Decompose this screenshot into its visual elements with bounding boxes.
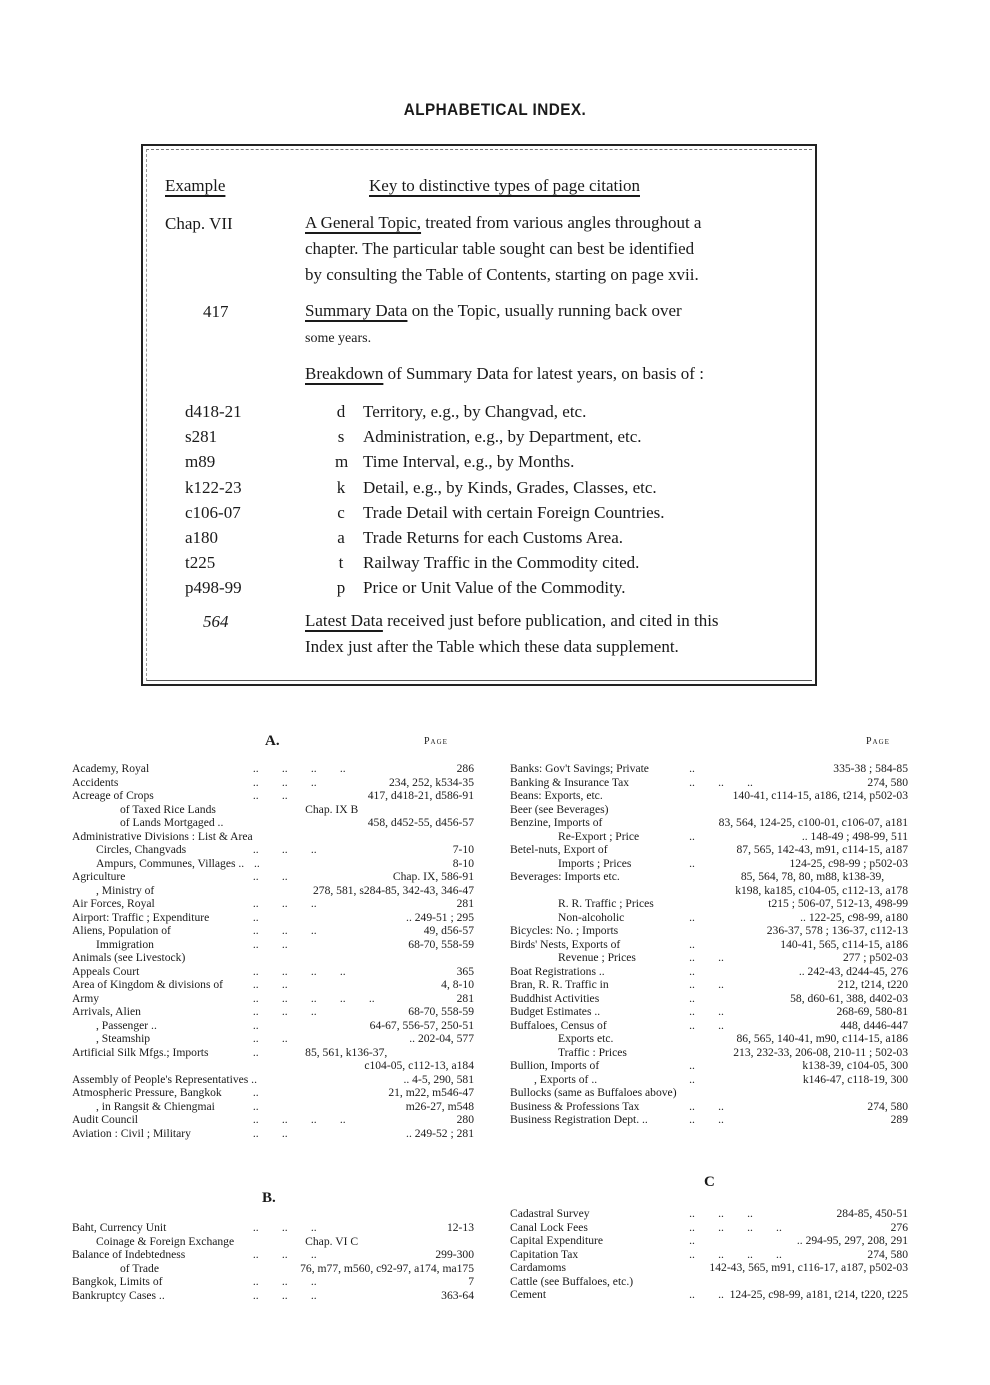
page-column-header-left: Page	[424, 736, 448, 747]
key-code-description: Time Interval, e.g., by Months.	[363, 452, 575, 472]
index-term: Revenue ; Prices	[558, 951, 636, 964]
index-page-refs: 85, 564, 78, 80, m88, k138-39,	[740, 870, 885, 883]
index-term: Banking & Insurance Tax	[510, 775, 630, 789]
index-entry	[72, 789, 474, 803]
index-page-refs: 277 ; p502-03	[842, 951, 908, 964]
index-entry	[510, 816, 908, 830]
index-section-c	[510, 1207, 908, 1302]
index-page-refs: 284-85, 450-51	[836, 1207, 908, 1220]
index-term: Immigration	[96, 937, 154, 951]
index-term: Exports etc.	[558, 1032, 614, 1045]
index-entry	[72, 857, 474, 871]
leader-dots: .. ..	[252, 1032, 288, 1045]
leader-dots: .. .. ..	[252, 1275, 317, 1288]
leader-dots: ..	[252, 910, 259, 924]
index-entry	[72, 1127, 474, 1141]
index-term: Bicycles: No. ; Imports	[510, 924, 619, 937]
index-page-refs: Chap. VI C	[305, 1234, 359, 1248]
index-entry	[510, 924, 908, 938]
index-page-refs: 274, 580	[867, 1247, 908, 1261]
index-page-refs: 76, m77, m560, c92-97, a174, ma175	[300, 1261, 474, 1275]
leader-dots: .. .. .. ..	[689, 1247, 782, 1261]
index-entry	[510, 884, 908, 898]
index-page-refs: .. 242-43, d244-45, 276	[798, 964, 908, 978]
index-entry	[72, 1221, 474, 1235]
index-page-refs: 268-69, 580-81	[836, 1005, 908, 1018]
index-page-refs: 417, d418-21, d586-91	[367, 789, 474, 802]
leader-dots: ..	[689, 1072, 695, 1086]
index-entry	[510, 1234, 908, 1248]
index-entry	[510, 951, 908, 965]
index-term: Beverages: Imports etc.	[510, 870, 620, 883]
index-page-refs: 281	[456, 991, 474, 1005]
index-page-refs: 212, t214, t220	[837, 978, 908, 991]
key-code-example: t225	[185, 553, 216, 573]
index-entry	[510, 1032, 908, 1046]
index-page-refs: 8-10	[452, 856, 474, 870]
index-page-refs: t215 ; 506-07, 512-13, 498-99	[768, 897, 908, 910]
key-code-example: s281	[185, 427, 218, 447]
index-page-refs: .. 249-52 ; 281	[406, 1126, 474, 1140]
index-term: Animals (see Livestock)	[72, 951, 186, 964]
key-latest-line2: Index just after the Table which these data supplement.	[305, 637, 679, 656]
index-term: Buffaloes, Census of	[510, 1018, 607, 1032]
index-entry	[72, 1005, 474, 1019]
index-term: Administrative Divisions : List & Area	[72, 829, 253, 843]
key-summary-data	[305, 298, 805, 352]
index-term: Beer (see Beverages)	[510, 802, 609, 816]
index-term: Traffic : Prices	[558, 1045, 627, 1059]
index-page-refs: 85, 561, k136-37,	[305, 1045, 388, 1059]
index-term: Cattle (see Buffaloes, etc.)	[510, 1274, 634, 1288]
index-entry	[72, 897, 474, 911]
index-page-refs: 365	[456, 964, 474, 978]
leader-dots: ..	[252, 1018, 259, 1032]
index-page-refs: 12-13	[446, 1221, 474, 1234]
key-latest-line1: received just before publication, and cited in this	[382, 611, 719, 630]
index-page-refs: .. 294-95, 297, 208, 291	[796, 1234, 908, 1247]
index-page-refs: k138-39, c104-05, 300	[802, 1059, 908, 1072]
index-term: Capitation Tax	[510, 1247, 579, 1261]
leader-dots: ..	[252, 1045, 259, 1059]
index-term: Non-alcoholic	[558, 910, 625, 924]
index-entry	[510, 897, 908, 911]
index-entry	[72, 978, 474, 992]
index-entry	[510, 1288, 908, 1302]
index-entry	[72, 1046, 474, 1060]
leader-dots: .. .. ..	[689, 775, 753, 789]
index-page-refs: 7-10	[452, 843, 474, 856]
key-latest-data	[305, 608, 805, 660]
leader-dots: ..	[689, 991, 695, 1005]
key-code-example: p498-99	[185, 578, 242, 598]
index-entry	[72, 1059, 474, 1073]
leader-dots: .. ..	[252, 789, 288, 802]
leader-dots: .. .. .. ..	[252, 762, 346, 775]
index-entry	[510, 1275, 908, 1289]
index-term: Bangkok, Limits of	[72, 1275, 163, 1288]
index-entry	[72, 884, 474, 898]
key-code-description: Trade Returns for each Customs Area.	[363, 528, 623, 547]
key-code-letter: p	[336, 578, 346, 598]
index-page-refs: Chap. IX B	[305, 802, 359, 816]
leader-dots: .. .. ..	[252, 775, 317, 789]
index-term: Academy, Royal	[72, 762, 150, 775]
key-header-title: Key to distinctive types of page citation	[369, 176, 640, 195]
index-page-refs: 458, d452-55, d456-57	[367, 816, 474, 829]
key-code-letter: m	[335, 452, 349, 472]
index-term: Coinage & Foreign Exchange	[96, 1234, 235, 1248]
index-term: Aliens, Population of	[72, 924, 171, 937]
key-general-line2: chapter. The particular table sought can best be identified	[305, 239, 695, 258]
key-general-topic	[305, 210, 805, 288]
index-entry	[72, 843, 474, 857]
index-term: , Ministry of	[96, 883, 155, 897]
index-term: , Passenger ..	[96, 1018, 157, 1032]
index-page-refs: 213, 232-33, 206-08, 210-11 ; 502-03	[733, 1045, 908, 1059]
key-code-letter: d	[336, 402, 346, 421]
index-page-refs: c104-05, c112-13, a184	[364, 1059, 474, 1072]
index-term: Accidents	[72, 775, 119, 789]
index-entry	[510, 1248, 908, 1262]
index-page-refs: 68-70, 558-59	[408, 1005, 474, 1018]
index-entry	[72, 1275, 474, 1289]
key-summary-line1: on the Topic, usually running back over	[407, 301, 682, 320]
key-summary-line2: some years.	[305, 331, 372, 346]
index-term: Balance of Indebtedness	[72, 1248, 186, 1261]
key-code-letter: a	[337, 528, 345, 547]
index-term: Bankruptcy Cases ..	[72, 1288, 165, 1302]
index-page-refs: 124-25, c98-99 ; p502-03	[789, 856, 908, 870]
key-code-description: Administration, e.g., by Department, etc.	[363, 427, 642, 447]
index-page-refs: 58, d60-61, 388, d402-03	[790, 991, 908, 1005]
section-letter-a: A.	[265, 733, 280, 749]
index-entry	[72, 965, 474, 979]
index-entry	[72, 951, 474, 965]
index-term: of Lands Mortgaged ..	[120, 816, 224, 829]
key-code-example: c106-07	[185, 502, 241, 522]
leader-dots: ..	[689, 937, 695, 951]
leader-dots: ..	[689, 964, 695, 978]
key-general-line3: by consulting the Table of Contents, starting on page xvii.	[305, 265, 699, 284]
index-term: Air Forces, Royal	[72, 897, 155, 910]
index-term: of Taxed Rice Lands	[120, 802, 216, 816]
index-entry	[510, 1261, 908, 1275]
key-example-summary: 417	[203, 302, 229, 321]
key-code-description: Railway Traffic in the Commodity cited.	[363, 553, 640, 573]
index-term: Benzine, Imports of	[510, 816, 603, 829]
index-entry	[510, 911, 908, 925]
index-term: Buddhist Activities	[510, 991, 600, 1005]
index-page-refs: 7	[468, 1275, 474, 1288]
leader-dots: .. ..	[252, 978, 288, 991]
index-entry	[72, 1032, 474, 1046]
index-entry	[72, 992, 474, 1006]
key-code-letter: t	[338, 553, 344, 573]
index-entry	[510, 965, 908, 979]
index-term: Beans: Exports, etc.	[510, 789, 603, 802]
leader-dots: .. ..	[689, 1005, 724, 1018]
index-page-refs: 448, d446-447	[840, 1018, 908, 1032]
index-entry	[72, 776, 474, 790]
index-term: Area of Kingdom & divisions of	[72, 978, 224, 991]
index-term: Budget Estimates ..	[510, 1005, 601, 1018]
index-term: Baht, Currency Unit	[72, 1221, 167, 1234]
key-code-example: a180	[185, 528, 219, 547]
index-page-refs: 274, 580	[867, 775, 908, 789]
key-code-example: k122-23	[185, 477, 242, 497]
leader-dots: ..	[689, 1234, 695, 1247]
index-entry	[72, 1086, 474, 1100]
index-term: Atmospheric Pressure, Bangkok	[72, 1086, 222, 1099]
index-page-refs: m26-27, m548	[405, 1099, 474, 1113]
index-page-refs: 274, 580	[867, 1099, 908, 1113]
index-term: Appeals Court	[72, 964, 140, 978]
index-entry	[72, 816, 474, 830]
key-code-description: Detail, e.g., by Kinds, Grades, Classes, etc.	[363, 477, 657, 497]
leader-dots: ..	[689, 762, 695, 775]
index-term: Artificial Silk Mfgs.; Imports	[72, 1045, 209, 1059]
index-term: Imports ; Prices	[558, 856, 632, 870]
leader-dots: .. ..	[252, 1126, 288, 1140]
index-page-refs: 4, 8-10	[441, 978, 474, 991]
page-column-header-right: Page	[866, 736, 890, 747]
index-page-refs: 86, 565, 140-41, m90, c114-15, a186	[736, 1032, 908, 1045]
leader-dots: .. ..	[689, 1288, 724, 1301]
leader-dots: .. ..	[252, 870, 288, 883]
index-term: Bran, R. R. Traffic in	[510, 978, 609, 991]
index-entry	[510, 843, 908, 857]
citation-key-box	[141, 144, 817, 686]
index-entry	[72, 1113, 474, 1127]
index-entry	[72, 762, 474, 776]
index-term: Bullion, Imports of	[510, 1059, 600, 1072]
index-term: Assembly of People's Representatives ..	[72, 1072, 257, 1086]
key-general-label: A General Topic,	[305, 213, 422, 232]
index-term: of Trade	[120, 1261, 159, 1275]
index-entry	[72, 1235, 474, 1249]
index-entry	[510, 789, 908, 803]
index-page-refs: 286	[456, 762, 474, 775]
index-term: , Steamship	[96, 1032, 151, 1045]
index-term: Army	[72, 991, 100, 1005]
index-page-refs: 363-64	[441, 1288, 474, 1302]
leader-dots: ..	[254, 856, 260, 870]
index-page-refs: 140-41, c114-15, a186, t214, p502-03	[732, 789, 908, 802]
leader-dots: .. .. .. .. ..	[252, 991, 375, 1005]
index-page-refs: 49, d56-57	[423, 924, 474, 937]
index-entry	[510, 1221, 908, 1235]
index-section-b	[72, 1221, 474, 1302]
index-entry	[72, 1019, 474, 1033]
leader-dots: .. .. .. ..	[689, 1220, 782, 1234]
index-term: R. R. Traffic ; Prices	[558, 897, 654, 910]
index-term: Business Registration Dept. ..	[510, 1113, 648, 1126]
index-term: Acreage of Crops	[72, 789, 154, 802]
index-entry	[510, 1059, 908, 1073]
index-page-refs: 64-67, 556-57, 250-51	[369, 1018, 474, 1032]
index-term: Ampurs, Communes, Villages ..	[96, 856, 245, 870]
index-page-refs: .. 4-5, 290, 581	[403, 1072, 474, 1086]
index-term: Airport: Traffic ; Expenditure	[72, 910, 210, 924]
index-entry	[510, 1073, 908, 1087]
index-page-refs: .. 202-04, 577	[409, 1032, 474, 1045]
leader-dots: .. .. ..	[252, 1288, 317, 1302]
leader-dots: .. .. ..	[252, 897, 317, 910]
index-entry	[510, 1086, 908, 1100]
index-term: Re-Export ; Price	[558, 829, 640, 843]
index-entry	[510, 803, 908, 817]
leader-dots: .. .. ..	[252, 1248, 317, 1261]
key-summary-label: Summary Data	[305, 301, 408, 320]
leader-dots: ..	[689, 829, 695, 843]
index-term: Cardamoms	[510, 1261, 567, 1274]
key-code-example: m89	[185, 452, 216, 472]
index-entry	[72, 830, 474, 844]
index-entry	[72, 1100, 474, 1114]
index-page-refs: 299-300	[435, 1248, 474, 1261]
leader-dots: .. ..	[689, 951, 724, 964]
key-general-line1: treated from various angles throughout a	[421, 213, 702, 232]
index-term: Aviation : Civil ; Military	[72, 1126, 191, 1140]
leader-dots: .. ..	[689, 1113, 724, 1126]
leader-dots: .. ..	[689, 978, 724, 991]
index-page-refs: .. 249-51 ; 295	[406, 910, 474, 924]
index-term: Cement	[510, 1288, 547, 1301]
index-term: Arrivals, Alien	[72, 1005, 141, 1018]
key-breakdown-label: Breakdown	[305, 364, 384, 383]
key-code-description: Price or Unit Value of the Commodity.	[363, 578, 626, 598]
index-entry	[510, 1046, 908, 1060]
index-page-refs: 289	[890, 1113, 908, 1126]
index-entry	[510, 830, 908, 844]
index-page-refs: 276	[890, 1220, 908, 1234]
index-entry	[72, 1248, 474, 1262]
index-page-refs: k198, ka185, c104-05, c112-13, a178	[735, 883, 908, 897]
index-entry	[510, 857, 908, 871]
index-entry	[510, 762, 908, 776]
section-letter-c: C	[704, 1174, 715, 1190]
index-page-refs: 335-38 ; 584-85	[833, 762, 908, 775]
index-page-refs: 83, 564, 124-25, c100-01, c106-07, a181	[718, 816, 908, 829]
index-entry	[72, 1073, 474, 1087]
leader-dots: ..	[252, 1099, 259, 1113]
index-entry	[510, 1100, 908, 1114]
index-page-refs: 236-37, 578 ; 136-37, c112-13	[766, 924, 908, 937]
index-entry	[72, 938, 474, 952]
leader-dots: .. .. ..	[252, 1221, 317, 1234]
index-term: Bullocks (same as Buffaloes above)	[510, 1086, 677, 1099]
index-entry	[510, 992, 908, 1006]
key-code-description: Territory, e.g., by Changvad, etc.	[363, 402, 587, 421]
key-example-latest: 564	[203, 612, 229, 631]
index-term: Capital Expenditure	[510, 1234, 604, 1247]
index-term: , in Rangsit & Chiengmai	[96, 1099, 215, 1113]
index-section-a	[72, 762, 474, 1140]
leader-dots: ..	[689, 910, 695, 924]
page-title: ALPHABETICAL INDEX.	[403, 100, 587, 119]
leader-dots: .. .. ..	[252, 843, 317, 856]
leader-dots: .. ..	[689, 1099, 724, 1113]
index-section-b-continued	[510, 762, 908, 1127]
index-term: Agriculture	[72, 870, 126, 883]
index-page-refs: .. 122-25, c98-99, a180	[800, 910, 908, 924]
index-entry	[72, 1289, 474, 1303]
index-entry	[510, 1005, 908, 1019]
index-entry	[72, 870, 474, 884]
index-page-refs: 278, 581, s284-85, 342-43, 346-47	[312, 883, 474, 897]
leader-dots: ..	[689, 856, 695, 870]
index-term: Birds' Nests, Exports of	[510, 937, 621, 951]
index-page-refs: 281	[456, 897, 474, 910]
index-page-refs: Chap. IX, 586-91	[392, 870, 474, 883]
leader-dots: .. .. .. ..	[252, 1113, 346, 1126]
key-header-example: Example	[165, 176, 226, 195]
key-code-letter: k	[336, 477, 346, 497]
key-example-chapter: Chap. VII	[165, 214, 233, 233]
index-page-refs: 68-70, 558-59	[408, 937, 474, 951]
section-letter-b: B.	[262, 1190, 276, 1206]
key-breakdown-text: of Summary Data for latest years, on basis of :	[383, 364, 704, 383]
index-entry	[510, 938, 908, 952]
key-code-description: Trade Detail with certain Foreign Countries.	[363, 502, 665, 522]
index-page-refs: 140-41, 565, c114-15, a186	[780, 937, 908, 951]
leader-dots: .. .. ..	[252, 1005, 317, 1018]
leader-dots: .. ..	[252, 937, 288, 951]
key-code-letter: s	[337, 427, 345, 447]
leader-dots: ..	[252, 1086, 259, 1099]
index-entry	[72, 924, 474, 938]
index-term: Business & Professions Tax	[510, 1099, 640, 1113]
key-code-letter: c	[337, 502, 345, 522]
leader-dots: .. .. .. ..	[252, 964, 346, 978]
index-term: Cadastral Survey	[510, 1207, 590, 1220]
index-term: Boat Registrations ..	[510, 964, 605, 978]
index-entry	[510, 1207, 908, 1221]
index-entry	[510, 1113, 908, 1127]
index-term: Canal Lock Fees	[510, 1220, 588, 1234]
index-page-refs: 124-25, c98-99, a181, t214, t220, t225	[729, 1288, 908, 1301]
index-entry	[72, 911, 474, 925]
index-term: Betel-nuts, Export of	[510, 843, 608, 856]
key-breakdown	[305, 364, 704, 384]
index-entry	[510, 776, 908, 790]
index-page-refs: k146-47, c118-19, 300	[802, 1072, 908, 1086]
leader-dots: .. .. ..	[689, 1207, 753, 1220]
index-page-refs: 280	[456, 1113, 474, 1126]
key-latest-label: Latest Data	[305, 611, 383, 630]
index-page-refs: 142-43, 565, m91, c116-17, a187, p502-03	[709, 1261, 908, 1274]
index-entry	[510, 1019, 908, 1033]
index-page-refs: 87, 565, 142-43, m91, c114-15, a187	[736, 843, 908, 856]
leader-dots: .. .. ..	[252, 924, 317, 937]
key-code-example: d418-21	[185, 402, 242, 421]
index-entry	[510, 978, 908, 992]
index-page-refs: .. 148-49 ; 498-99, 511	[801, 829, 908, 843]
index-page-refs: 21, m22, m546-47	[388, 1086, 474, 1099]
index-term: Circles, Changvads	[96, 843, 187, 856]
index-term: Banks: Gov't Savings; Private	[510, 762, 649, 775]
index-term: , Exports of ..	[534, 1072, 598, 1086]
leader-dots: ..	[689, 1059, 695, 1072]
index-term: Audit Council	[72, 1113, 139, 1126]
index-entry	[510, 870, 908, 884]
index-page-refs: 234, 252, k534-35	[388, 775, 474, 789]
index-entry	[72, 803, 474, 817]
leader-dots: .. ..	[689, 1018, 724, 1032]
index-entry	[72, 1262, 474, 1276]
